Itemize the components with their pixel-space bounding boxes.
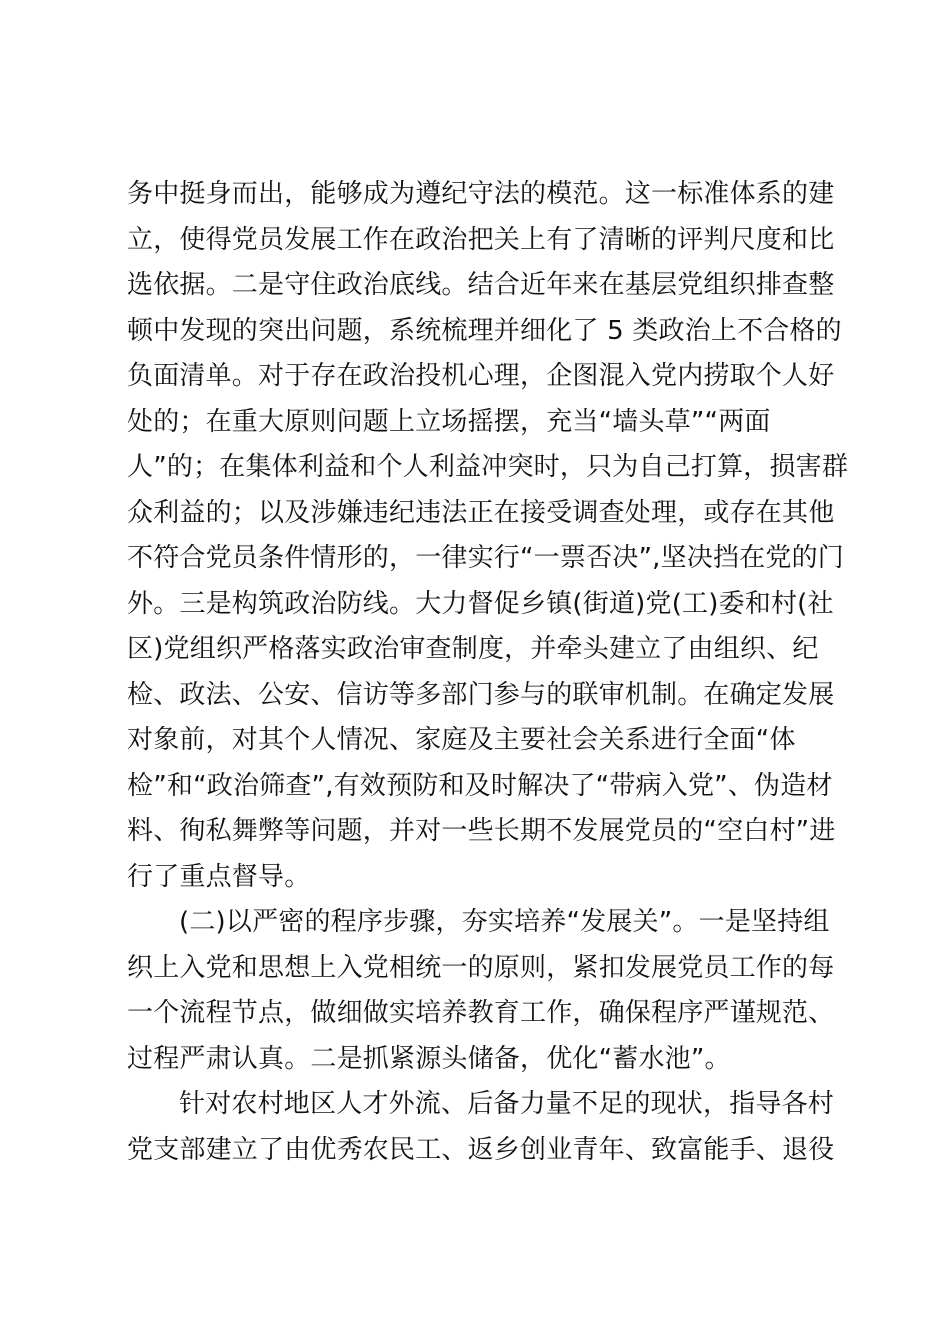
text-line: 检、政法、公安、信访等多部门参与的联审机制。在确定发展	[127, 679, 835, 710]
paragraph-procedure	[127, 900, 837, 1082]
text-line: 织上入党和思想上入党相统一的原则，紧扣发展党员工作的每	[127, 952, 835, 983]
text-line: 对象前，对其个人情况、家庭及主要社会关系进行全面“体	[127, 725, 796, 755]
text-line: 众利益的；以及涉嫌违纪违法正在接受调查处理，或存在其他	[127, 497, 835, 528]
paragraph-talent-reserve	[127, 1082, 837, 1173]
text-line: 党支部建立了由优秀农民工、返乡创业青年、致富能手、退役	[127, 1134, 835, 1165]
text-line: 人”的；在集体利益和个人利益冲突时，只为自己打算，损害群	[127, 452, 849, 482]
text-line: 务中挺身而出，能够成为遵纪守法的模范。这一标准体系的建	[127, 179, 835, 209]
text-line: 处的；在重大原则问题上立场摇摆，充当“墙头草”“两面	[127, 406, 771, 437]
text-line: 一个流程节点，做细做实培养教育工作，确保程序严谨规范、	[127, 998, 835, 1028]
text-line: 立，使得党员发展工作在政治把关上有了清晰的评判尺度和比	[127, 224, 835, 255]
text-line: 针对农村地区人才外流、后备力量不足的现状，指导各村	[179, 1089, 835, 1119]
text-line: 负面清单。对于存在政治投机心理，企图混入党内捞取个人好	[127, 361, 835, 391]
text-line: 检”和“政治筛查”,有效预防和及时解决了“带病入党”、伪造材	[127, 770, 833, 801]
text-line: 不符合党员条件情形的，一律实行“一票否决”,坚决挡在党的门	[127, 543, 845, 573]
text-line: 选依据。二是守住政治底线。结合近年来在基层党组织排查整	[127, 270, 835, 300]
text-line: 区)党组织严格落实政治审查制度，并牵头建立了由组织、纪	[127, 634, 819, 664]
text-line: 外。三是构筑政治防线。大力督促乡镇(街道)党(工)委和村(社	[127, 588, 834, 619]
text-line: 料、徇私舞弊等问题，并对一些长期不发展党员的“空白村”进	[127, 816, 836, 846]
text-line: 行了重点督导。	[127, 861, 311, 892]
text-line: 顿中发现的突出问题，系统梳理并细化了 5 类政治上不合格的	[127, 315, 842, 346]
text-line: (二)以严密的程序步骤，夯实培养“发展关”。一是坚持组	[179, 907, 830, 937]
text-line: 过程严肃认真。二是抓紧源头储备，优化“蓄水池”。	[127, 1043, 731, 1074]
paragraph-political-review	[127, 172, 849, 900]
document-body	[127, 172, 849, 1173]
